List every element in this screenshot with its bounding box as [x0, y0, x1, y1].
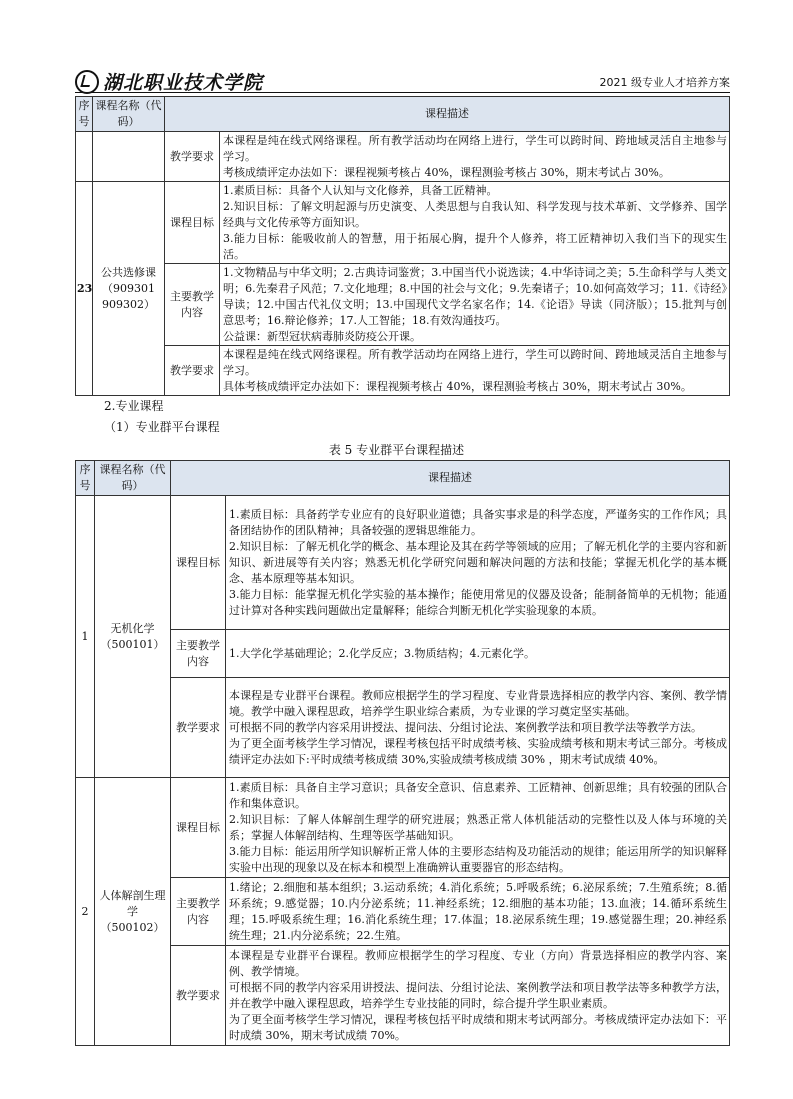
req-label: 教学要求: [165, 346, 220, 396]
table-row: [76, 630, 730, 678]
school-logo-text: 湖北职业技术学院: [103, 72, 264, 94]
seq-cell: 23: [76, 182, 93, 396]
req-label: 教学要求: [171, 678, 226, 778]
req-text: [220, 346, 730, 396]
req-line: 本课程是专业群平台课程。教师应根据学生的学习程度、专业（方向）背景选择相应的教学内容、案例、教学情境。: [229, 948, 727, 978]
section-heading: 2.专业课程: [104, 399, 164, 413]
content-label: 主要教学内容: [171, 878, 226, 946]
page-header: [75, 66, 730, 94]
header-name: 课程名称（代码）: [95, 461, 171, 496]
content-text: [220, 264, 730, 346]
goal-line: 3.能力目标：能运用所学知识解析正常人体的主要形态结构及功能活动的规律；能运用所学的知识解释实验中出现的现象以及在标本和模型上准确辨认重要器官的形态结构。: [229, 844, 727, 874]
course-name: 人体解剖生理学: [99, 888, 166, 918]
goal-line: 2.知识目标：了解文明起源与历史演变、人类思想与自我认知、科学发现与技术革新、文学修养、国学经典与文化传承等方面知识。: [223, 199, 727, 229]
req-line: 为了更全面考核学生学习情况，课程考核包括平时成绩考核、实验成绩考核和期末考试三部分。考核成绩评定办法如下:平时成绩考核成绩 30%,实验成绩考核成绩 30% ，期末考试成绩 40%。: [229, 736, 727, 766]
req-line: 考核成绩评定办法如下：课程视频考核占 40%，课程测验考核占 30%，期末考试占 30%。: [223, 165, 670, 179]
req-label: 教学要求: [171, 946, 226, 1046]
table-row: [76, 678, 730, 778]
course-code: （500101）: [100, 637, 165, 651]
course-table-continued: [75, 96, 730, 396]
seq-cell: 1: [76, 496, 95, 778]
content-text: [226, 630, 730, 678]
table-header-row: [76, 97, 730, 132]
subsection-heading: （1）专业群平台课程: [104, 420, 220, 434]
goal-line: 2.知识目标：了解人体解剖生理学的研究进展；熟悉正常人体机能活动的完整性以及人体与环境的关系；掌握人体解剖结构、生理等医学基础知识。: [229, 812, 727, 842]
table-row: [76, 946, 730, 1046]
req-text: [226, 946, 730, 1046]
course-code: （500102）: [100, 920, 165, 934]
table-row: [76, 264, 730, 346]
table-caption: 表 5 专业群平台课程描述: [328, 443, 465, 457]
goal-line: 1.素质目标：具备自主学习意识；具备安全意识、信息素养、工匠精神、创新思维；具有较强的团队合作和集体意识。: [229, 780, 727, 810]
course-name-cell: 公共选修课（909301 909302）: [93, 182, 165, 396]
header-seq: 序号: [76, 97, 93, 132]
header-desc: 课程描述: [165, 97, 730, 132]
content-line: 1.文物精品与中华文明；2.古典诗词鉴赏；3.中国当代小说选读；4.中华诗词之美；5.生命科学与人类文明；6.先秦君子风范；7.文化地理；8.中国的社会与文化；9.先秦诸子；10.如何高效学习；11.《诗经》导读；12.中国古代礼仪文明；13.中国现代文学名家名作；14.《论语》导读（同济版）；15.批判与创意思考；16.辩论修养；17.人工智能；18.有效沟通技巧。: [223, 265, 727, 327]
content-line: 1.绪论；2.细胞和基本组织；3.运动系统；4.消化系统；5.呼吸系统；6.泌尿系统；7.生殖系统；8.循环系统；9.感觉器；10.内分泌系统；11.神经系统；12.细胞的基本功能；13.血液；14.循环系统生理；15.呼吸系统生理；16.消化系统生理；17.体温；18.泌尿系统生理；19.感觉器生理；20.神经系统生理；21.内分泌系统；22.生殖。: [229, 880, 727, 942]
req-text: [226, 678, 730, 778]
header-name: 课程名称（代码）: [93, 97, 165, 132]
content-label: 主要教学内容: [171, 630, 226, 678]
name-cell-empty: [93, 132, 165, 182]
header-seq: 序号: [76, 461, 95, 496]
goal-line: 3.能力目标：能掌握无机化学实验的基本操作；能使用常见的仪器及设备；能制备简单的无机物；能通过计算对各种实践问题做出定量解释；能综合判断无机化学实验现象的本质。: [229, 587, 727, 617]
course-name-cell: [95, 778, 171, 1046]
req-line: 具体考核成绩评定办法如下：课程视频考核占 40%，课程测验考核占 30%，期末考试占 30%。: [223, 379, 692, 393]
content-label: 主要教学内容: [165, 264, 220, 346]
table-row: [76, 496, 730, 630]
header-rule: [75, 92, 730, 93]
content-text: [226, 878, 730, 946]
header-desc: 课程描述: [171, 461, 730, 496]
goal-label: 课程目标: [171, 496, 226, 630]
table-row: [76, 778, 730, 878]
req-label: 教学要求: [165, 132, 220, 182]
goal-label: 课程目标: [171, 778, 226, 878]
goal-line: 1.素质目标：具备个人认知与文化修养，具备工匠精神。: [223, 183, 498, 197]
course-name-cell: [95, 496, 171, 778]
goal-line: 2.知识目标：了解无机化学的概念、基本理论及其在药学等领域的应用；了解无机化学的主要内容和新知识、新进展等有关内容；熟悉无机化学研究问题和解决问题的方法和技能；掌握无机化学的基本概念、基本原理等基本知识。: [229, 539, 727, 585]
table-row: [76, 878, 730, 946]
goal-text: [226, 496, 730, 630]
req-line: 本课程是专业群平台课程。教师应根据学生的学习程度、专业背景选择相应的教学内容、案例、教学情境。教学中融入课程思政，培养学生职业综合素质，为专业课的学习奠定坚实基础。: [229, 688, 727, 718]
content-line: 1.大学化学基础理论；2.化学反应；3.物质结构；4.元素化学。: [229, 646, 535, 660]
table-row: [76, 132, 730, 182]
goal-line: 1.素质目标：具备药学专业应有的良好职业道德；具备实事求是的科学态度，严谨务实的工作作风；具备团结协作的团队精神；具备较强的逻辑思维能力。: [229, 507, 727, 537]
req-line: 可根据不同的教学内容采用讲授法、提问法、分组讨论法、案例教学法和项目教学法等多种教学方法，并在教学中融入课程思政，培养学生专业技能的同时，综合提升学生职业素质。: [229, 980, 727, 1010]
goal-label: 课程目标: [165, 182, 220, 264]
content-line: 公益课：新型冠状病毒肺炎防疫公开课。: [223, 329, 421, 343]
req-line: 可根据不同的教学内容采用讲授法、提问法、分组讨论法、案例教学法和项目教学法等教学方法。: [229, 720, 702, 734]
course-table-5: [75, 460, 730, 1046]
seq-cell-empty: [76, 132, 93, 182]
table-row: [76, 182, 730, 264]
req-line: 为了更全面考核学生学习情况，课程考核包括平时成绩和期末考试两部分。考核成绩评定办法如下：平时成绩 30%，期末考试成绩 70%。: [229, 1012, 727, 1042]
goal-line: 3.能力目标：能吸收前人的智慧，用于拓展心胸，提升个人修养，将工匠精神切入我们当下的现实生活。: [223, 231, 727, 261]
req-text: [220, 132, 730, 182]
req-line: 本课程是纯在线式网络课程。所有教学活动均在网络上进行，学生可以跨时间、跨地域灵活自主地参与学习。: [223, 133, 727, 163]
plan-title: 2021 级专业人才培养方案: [599, 76, 730, 89]
course-name: 无机化学: [110, 621, 155, 635]
goal-text: [226, 778, 730, 878]
req-line: 本课程是纯在线式网络课程。所有教学活动均在网络上进行，学生可以跨时间、跨地域灵活自主地参与学习。: [223, 347, 727, 377]
table-header-row: [76, 461, 730, 496]
school-emblem-icon: [75, 70, 99, 94]
table-row: [76, 346, 730, 396]
goal-text: [220, 182, 730, 264]
seq-cell: 2: [76, 778, 95, 1046]
